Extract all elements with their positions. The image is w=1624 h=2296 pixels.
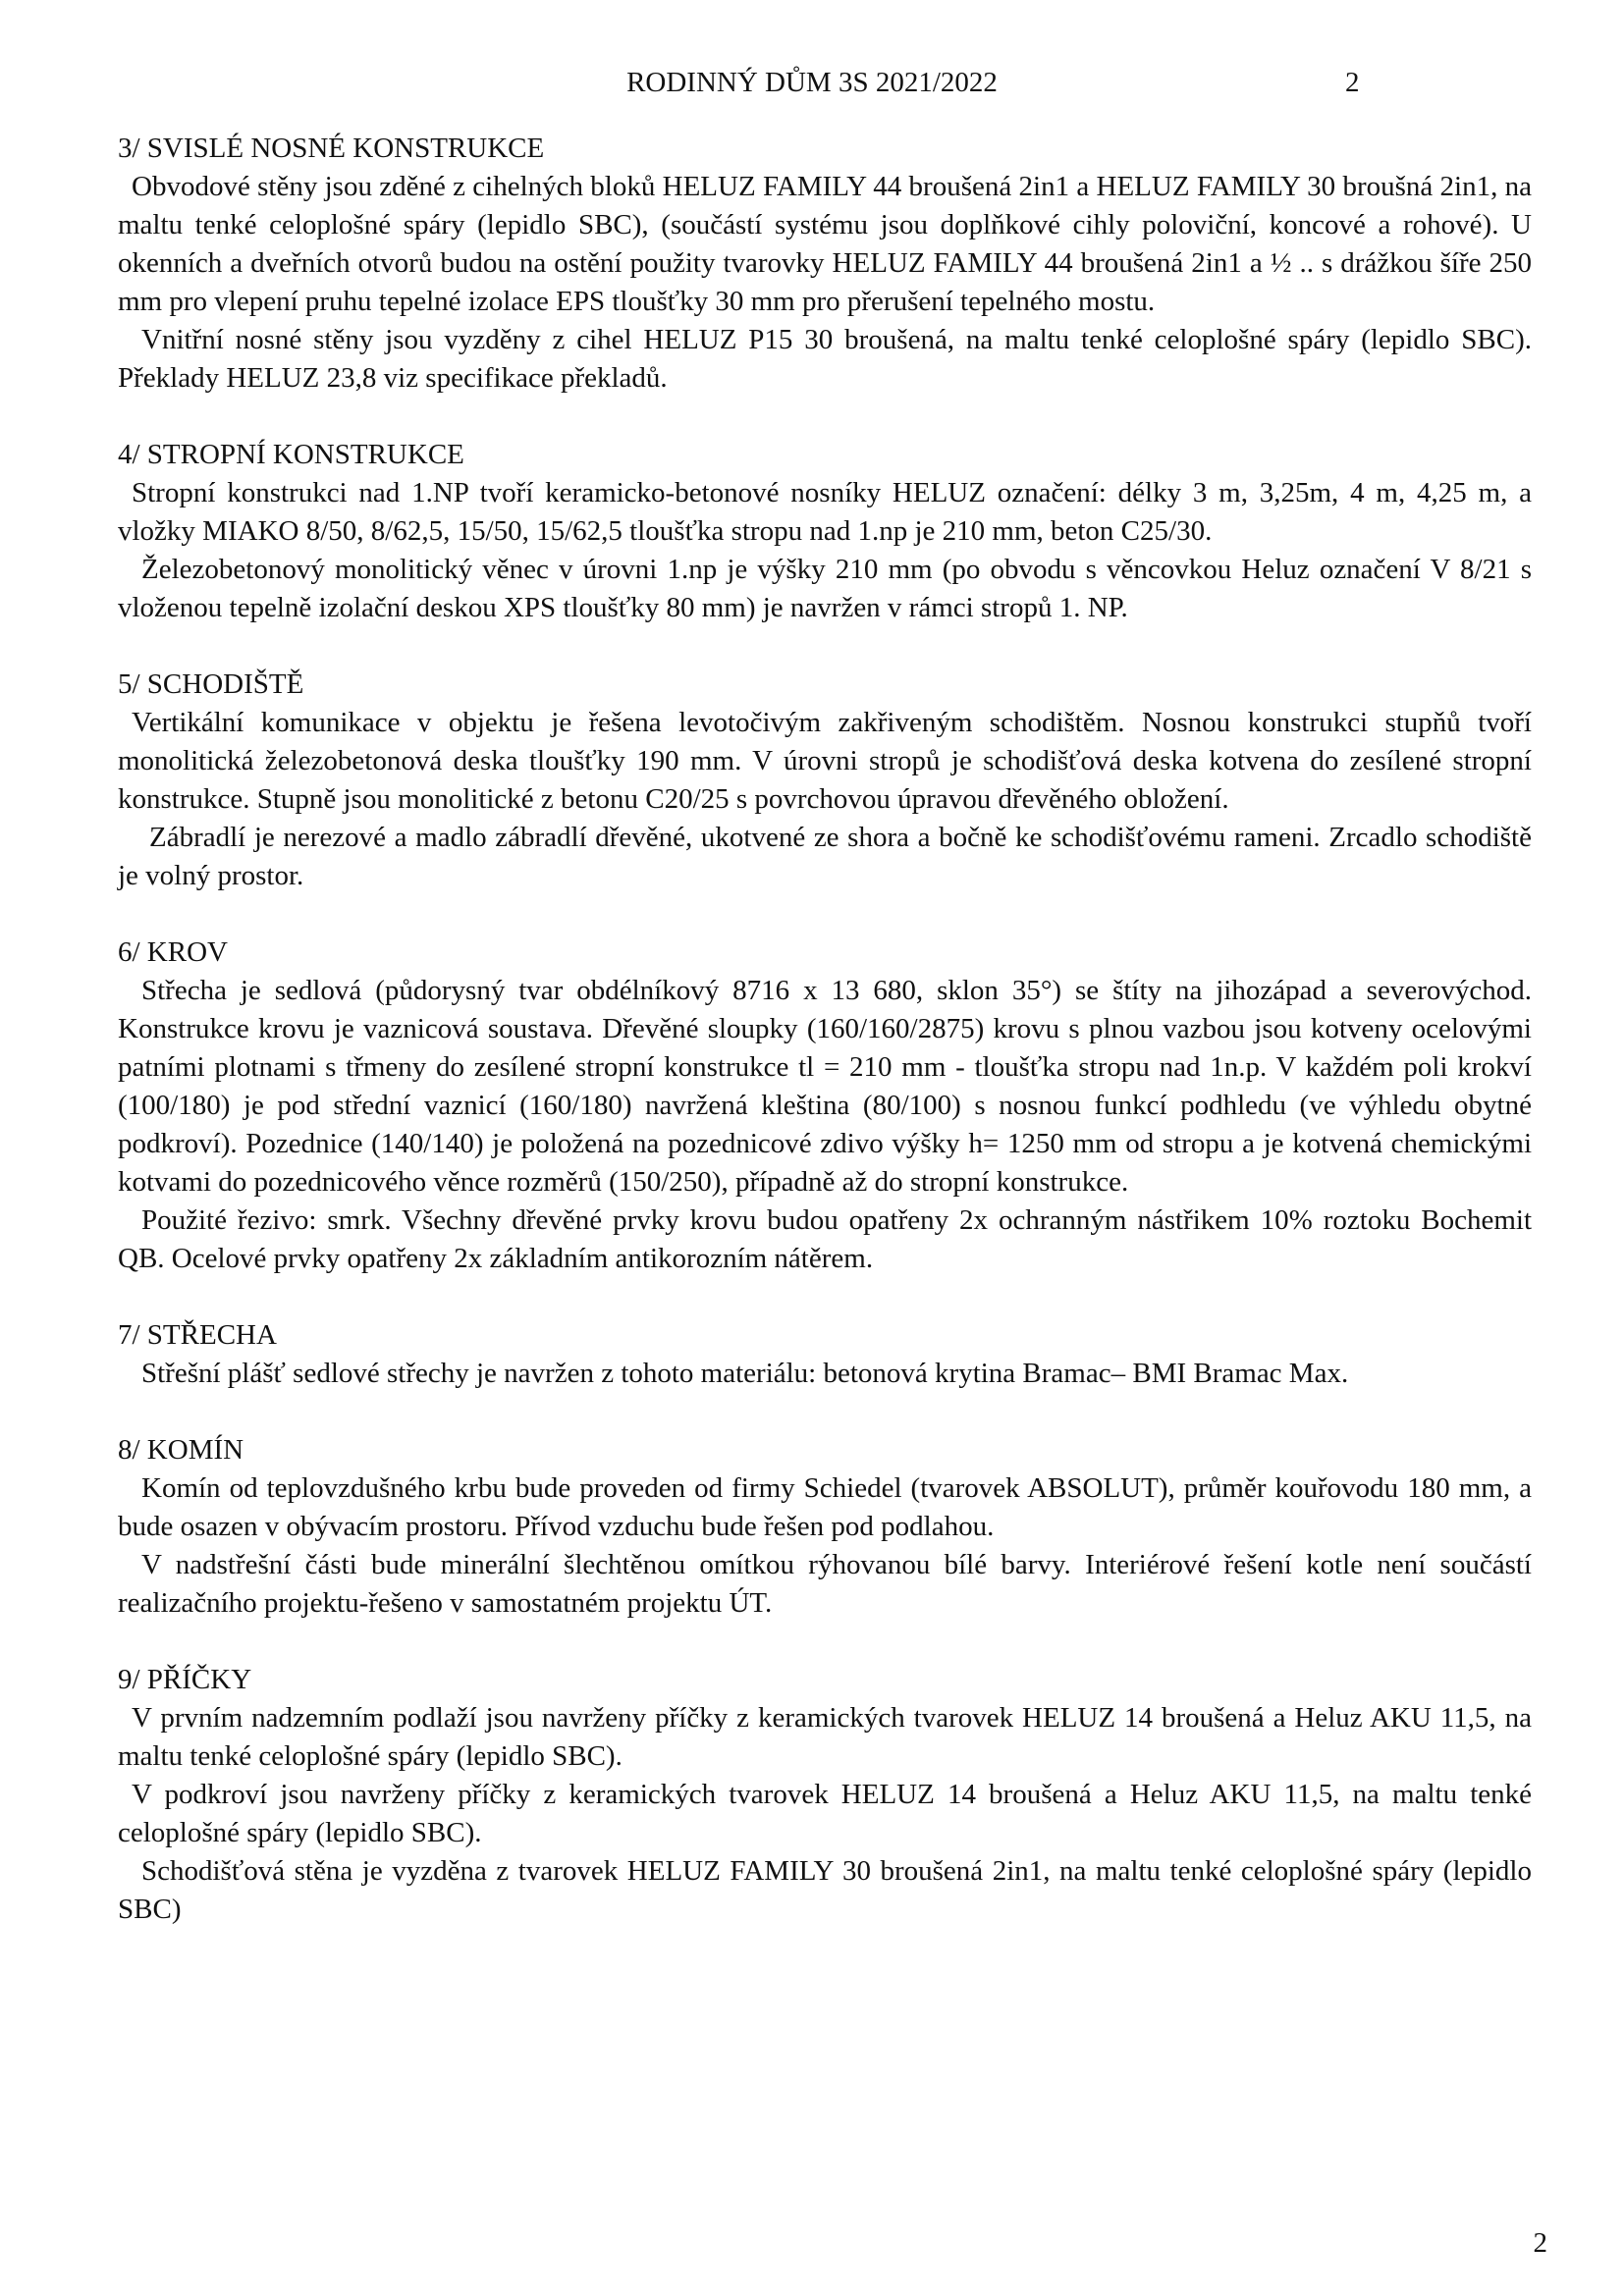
section-title: 6/ KROV <box>118 936 228 968</box>
paragraph: V prvním nadzemním podlaží jsou navrženy příčky z keramických tvarovek HELUZ 14 broušená a Heluz AKU 11,5, na maltu tenké celoplošné spáry (lepidlo SBC). <box>118 1702 1532 1772</box>
section-title: 9/ PŘÍČKY <box>118 1664 252 1695</box>
section-truss <box>118 934 1532 1278</box>
section-title: 5/ SCHODIŠTĚ <box>118 668 304 700</box>
footer-page-number: 2 <box>1533 2227 1547 2259</box>
section-roof <box>118 1316 1532 1393</box>
paragraph: Stropní konstrukci nad 1.NP tvoří keramicko-betonové nosníky HELUZ označení: délky 3 m, 3,25m, 4 m, 4,25 m, a vložky MIAKO 8/50, 8/62,5, 15/50, 15/62,5 tloušťka stropu nad 1.np je 210 mm, beton C25/30. <box>118 477 1532 547</box>
paragraph: V podkroví jsou navrženy příčky z keramických tvarovek HELUZ 14 broušená a Heluz AKU 11,5, na maltu tenké celoplošné spáry (lepidlo SBC). <box>118 1779 1532 1848</box>
paragraph: Obvodové stěny jsou zděné z cihelných bloků HELUZ FAMILY 44 broušená 2in1 a HELUZ FAMILY 30 broušná 2in1, na maltu tenké celoplošné spáry (lepidlo SBC), (součástí systému jsou doplňkové cihly poloviční, koncové a rohové). U okenních a dveřních otvorů budou na ostění použity tvarovky HELUZ FAMILY 44 broušená 2in1 a ½ .. s drážkou šíře 250 mm pro vlepení pruhu tepelné izolace EPS tloušťky 30 mm pro přerušení tepelného mostu. <box>118 171 1532 317</box>
section-partitions <box>118 1661 1532 1929</box>
paragraph: Schodišťová stěna je vyzděna z tvarovek HELUZ FAMILY 30 broušená 2in1, na maltu tenké celoplošné spáry (lepidlo SBC) <box>118 1855 1532 1925</box>
section-ceiling-structures <box>118 436 1532 627</box>
paragraph: Železobetonový monolitický věnec v úrovni 1.np je výšky 210 mm (po obvodu s věncovkou Heluz označení V 8/21 s vloženou tepelně izolační deskou XPS tloušťky 80 mm) je navržen v rámci stropů 1. NP. <box>118 554 1532 623</box>
section-title: 8/ KOMÍN <box>118 1434 244 1466</box>
section-staircase <box>118 666 1532 895</box>
section-chimney <box>118 1431 1532 1623</box>
paragraph: Vnitřní nosné stěny jsou vyzděny z cihel HELUZ P15 30 broušená, na maltu tenké celoplošné spáry (lepidlo SBC). Překlady HELUZ 23,8 viz specifikace překladů. <box>118 324 1532 394</box>
paragraph: Použité řezivo: smrk. Všechny dřevěné prvky krovu budou opatřeny 2x ochranným nástřikem 10% roztoku Bochemit QB. Ocelové prvky opatřeny 2x základním antikorozním nátěrem. <box>118 1204 1532 1274</box>
paragraph: Komín od teplovzdušného krbu bude proveden od firmy Schiedel (tvarovek ABSOLUT), průměr kouřovodu 180 mm, a bude osazen v obývacím prostoru. Přívod vzduchu bude řešen pod podlahou. <box>118 1472 1532 1542</box>
paragraph: V nadstřešní části bude minerální šlechtěnou omítkou rýhovanou bílé barvy. Interiérové řešení kotle není součástí realizačního projektu-řešeno v samostatném projektu ÚT. <box>118 1549 1532 1619</box>
section-title: 3/ SVISLÉ NOSNÉ KONSTRUKCE <box>118 133 545 164</box>
document-title: RODINNÝ DŮM 3S 2021/2022 <box>626 67 998 98</box>
paragraph: Střešní plášť sedlové střechy je navržen z tohoto materiálu: betonová krytina Bramac– BMI Bramac Max. <box>141 1358 1349 1389</box>
paragraph: Střecha je sedlová (půdorysný tvar obdélníkový 8716 x 13 680, sklon 35°) se štíty na jihozápad a severovýchod. Konstrukce krovu je vaznicová soustava. Dřevěné sloupky (160/160/2875) krovu s plnou vazbou jsou kotveny ocelovými patními plotnami s třmeny do zesílené stropní konstrukce tl = 210 mm - tloušťka stropu nad 1n.p. V každém poli krokví (100/180) je pod střední vaznicí (160/180) navržená kleština (80/100) s nosnou funkcí podhledu (ve výhledu obytné podkroví). Pozednice (140/140) je položená na pozednicové zdivo výšky h= 1250 mm od stropu a je kotvená chemickými kotvami do pozednicového věnce rozměrů (150/250), případně až do stropní konstrukce. <box>118 975 1532 1198</box>
section-title: 4/ STROPNÍ KONSTRUKCE <box>118 439 464 470</box>
section-title: 7/ STŘECHA <box>118 1319 277 1351</box>
paragraph: Zábradlí je nerezové a madlo zábradlí dřevěné, ukotvené ze shora a bočně ke schodišťovému rameni. Zrcadlo schodiště je volný prostor. <box>118 822 1532 891</box>
header-page-number: 2 <box>1345 67 1360 98</box>
section-vertical-structures <box>118 130 1532 398</box>
page-header <box>0 63 1624 102</box>
document-body <box>118 130 1532 1967</box>
paragraph: Vertikální komunikace v objektu je řešena levotočivým zakřiveným schodištěm. Nosnou konstrukci stupňů tvoří monolitická železobetonová deska tloušťky 190 mm. V úrovni stropů je schodišťová deska kotvena do zesílené stropní konstrukce. Stupně jsou monolitické z betonu C20/25 s povrchovou úpravou dřevěného obložení. <box>118 707 1532 815</box>
